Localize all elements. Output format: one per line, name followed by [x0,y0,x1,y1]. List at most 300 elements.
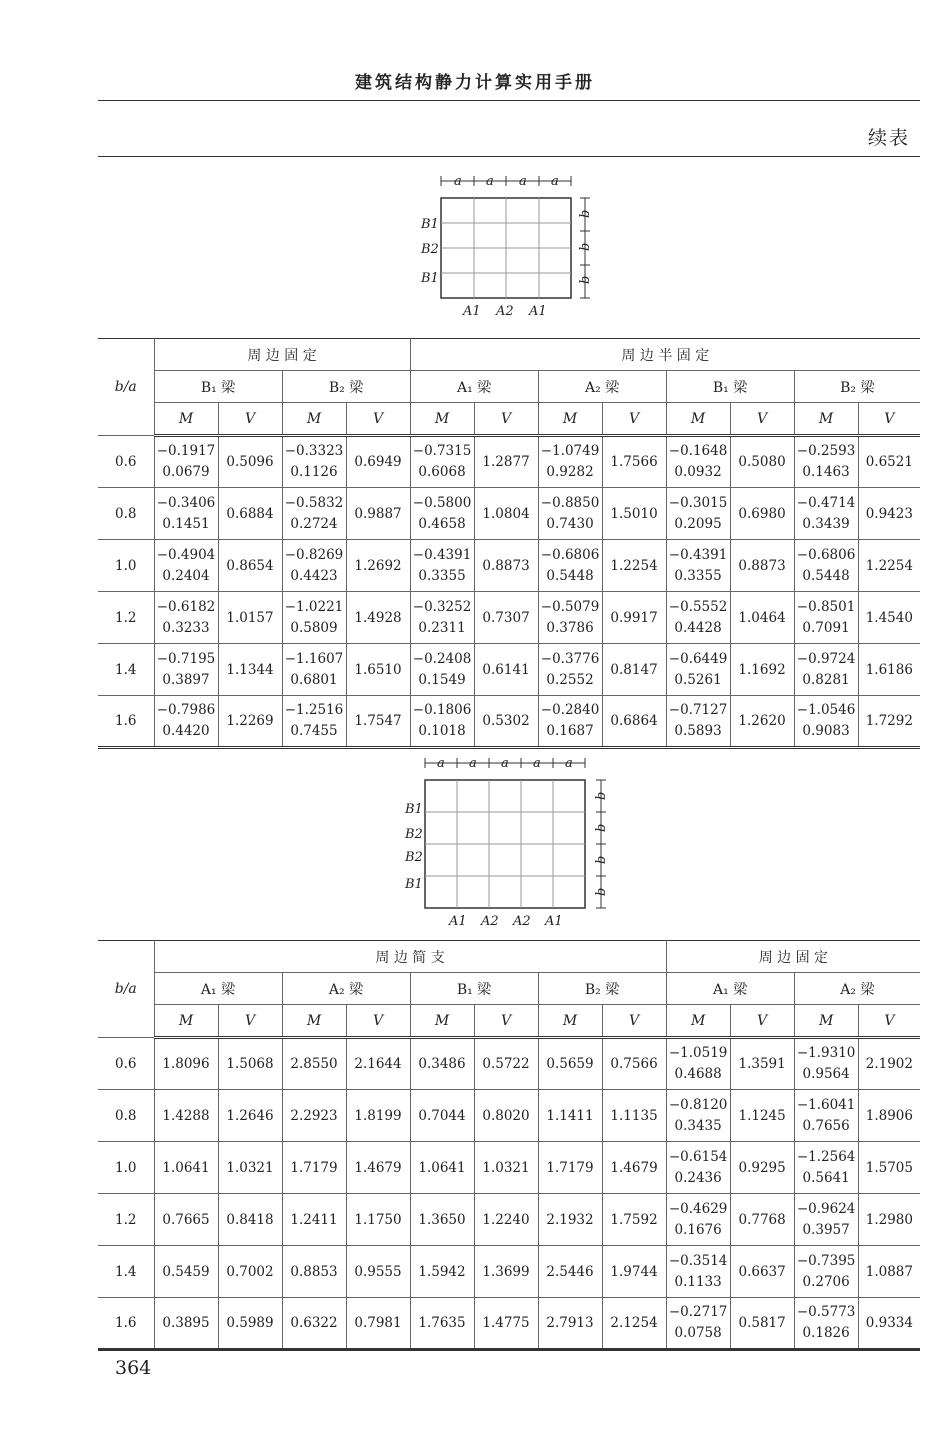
moment-pair-cell [410,644,474,696]
value-cell: 1.9744 [602,1246,666,1298]
ratio-cell: 1.6 [98,696,154,748]
moment-negative-value: −1.0749 [540,443,600,459]
value-cell: 1.5942 [410,1246,474,1298]
moment-negative-value: −1.6041 [796,1096,856,1113]
moment-pair-cell [666,436,730,488]
value-cell: 1.4775 [474,1298,538,1350]
moment-negative-value: −0.5552 [668,598,728,615]
value-cell: 1.4679 [346,1142,410,1194]
moment-negative-value: −0.1648 [668,443,728,459]
beam-label: B1 [405,877,423,892]
moment-pair-cell [282,644,346,696]
shear-header: V [474,1005,538,1038]
moment-negative-value: −0.8501 [796,598,856,615]
coefficient-table-2 [98,940,920,1351]
value-cell: 1.7566 [602,436,666,488]
dim-label-b: b [578,242,593,251]
moment-negative-value: −1.0519 [668,1045,728,1061]
dim-label-b: b [594,823,609,832]
moment-positive-value: 0.2552 [546,671,594,688]
table-row [98,592,920,644]
dim-label-a: a [501,756,509,771]
moment-pair-cell [666,696,730,748]
moment-header: M [538,403,602,436]
moment-negative-value: −0.7195 [156,650,216,667]
value-cell: 1.2877 [474,436,538,488]
dim-label-a: a [486,174,494,189]
shear-header: V [730,1005,794,1038]
moment-positive-value: 0.7455 [290,723,338,739]
moment-header: M [282,1005,346,1038]
value-cell: 0.5080 [730,436,794,488]
moment-pair-cell [538,540,602,592]
table-row [98,540,920,592]
moment-negative-value: −1.2564 [796,1148,856,1165]
ratio-cell: 0.8 [98,488,154,540]
moment-pair-cell [794,436,858,488]
moment-negative-value: −1.1607 [284,650,344,667]
moment-pair-cell [538,436,602,488]
dim-label-b: b [578,275,593,284]
page-number: 364 [115,1357,152,1379]
moment-negative-value: −0.7986 [156,702,216,718]
moment-pair-cell [794,1298,858,1350]
moment-pair-cell [154,540,218,592]
moment-positive-value: 0.1676 [674,1221,722,1238]
value-cell: 1.0641 [410,1142,474,1194]
value-cell: 0.5817 [730,1298,794,1350]
ratio-cell: 0.6 [98,1038,154,1090]
value-cell: 0.3895 [154,1298,218,1350]
table1-body [98,436,920,748]
value-cell: 0.8853 [282,1246,346,1298]
value-cell: 0.9887 [346,488,410,540]
value-cell: 1.6510 [346,644,410,696]
moment-positive-value: 0.0679 [162,464,210,480]
moment-positive-value: 0.6801 [290,671,338,688]
value-cell: 0.6864 [602,696,666,748]
section-rule [98,156,920,157]
moment-pair-cell [538,696,602,748]
shear-header: V [218,1005,282,1038]
shear-header: V [218,403,282,436]
value-cell: 0.6637 [730,1246,794,1298]
table-row [98,1298,920,1350]
moment-positive-value: 0.5261 [674,671,722,688]
value-cell: 1.7592 [602,1194,666,1246]
moment-pair-cell [794,488,858,540]
beam-label: A1 [545,914,563,929]
group-header: 周 边 简 支 [154,941,666,973]
moment-negative-value: −0.1917 [156,443,216,459]
moment-pair-cell [282,436,346,488]
value-cell: 0.9555 [346,1246,410,1298]
moment-negative-value: −0.8850 [540,494,600,511]
beam-header: B₁ 梁 [666,371,794,403]
moment-pair-cell [794,696,858,748]
value-cell: 1.7547 [346,696,410,748]
value-cell: 1.5068 [218,1038,282,1090]
moment-pair-cell [154,644,218,696]
moment-header: M [154,403,218,436]
moment-positive-value: 0.2095 [674,515,722,532]
value-cell: 1.1411 [538,1090,602,1142]
value-cell: 0.6980 [730,488,794,540]
moment-header: M [666,403,730,436]
row-label-header: b/a [98,941,154,1038]
value-cell: 2.1902 [858,1038,920,1090]
ratio-cell: 0.6 [98,436,154,488]
ratio-cell: 0.8 [98,1090,154,1142]
moment-pair-cell [666,1142,730,1194]
group-header: 周 边 固 定 [666,941,920,973]
dim-label-a: a [469,756,477,771]
value-cell: 0.7002 [218,1246,282,1298]
value-cell: 1.8199 [346,1090,410,1142]
moment-positive-value: 0.3435 [674,1117,722,1134]
value-cell: 1.1344 [218,644,282,696]
ratio-cell: 1.0 [98,540,154,592]
moment-pair-cell [666,1090,730,1142]
value-cell: 1.6186 [858,644,920,696]
group-header: 周 边 半 固 定 [410,339,920,371]
beam-label: A2 [481,914,499,929]
moment-negative-value: −0.3015 [668,494,728,511]
moment-positive-value: 0.1549 [418,671,466,688]
moment-positive-value: 0.5809 [290,619,338,636]
value-cell: 1.5705 [858,1142,920,1194]
value-cell: 1.3591 [730,1038,794,1090]
dim-label-a: a [565,756,573,771]
beam-header: B₁ 梁 [410,973,538,1005]
grid-diagram-2 [387,752,627,932]
moment-negative-value: −0.9624 [796,1200,856,1217]
value-cell: 0.8020 [474,1090,538,1142]
moment-negative-value: −0.3514 [668,1252,728,1269]
value-cell: 1.2240 [474,1194,538,1246]
moment-pair-cell [794,644,858,696]
beam-label: B1 [421,271,439,286]
moment-pair-cell [666,644,730,696]
moment-negative-value: −0.6182 [156,598,216,615]
value-cell: 1.7292 [858,696,920,748]
moment-positive-value: 0.4423 [290,567,338,584]
moment-negative-value: −0.7395 [796,1252,856,1269]
value-cell: 1.7179 [538,1142,602,1194]
value-cell: 2.7913 [538,1298,602,1350]
moment-pair-cell [154,488,218,540]
dim-label-b: b [578,209,593,218]
table-row [98,488,920,540]
moment-positive-value: 0.6068 [418,464,466,480]
value-cell: 1.2269 [218,696,282,748]
moment-header: M [538,1005,602,1038]
moment-pair-cell [282,540,346,592]
beam-header: A₁ 梁 [410,371,538,403]
moment-negative-value: −0.3323 [284,443,344,459]
moment-positive-value: 0.1826 [802,1325,850,1341]
moment-positive-value: 0.3233 [162,619,210,636]
moment-pair-cell [794,1090,858,1142]
value-cell: 0.8654 [218,540,282,592]
table-row [98,1038,920,1090]
value-cell: 2.5446 [538,1246,602,1298]
value-cell: 1.1750 [346,1194,410,1246]
moment-pair-cell [282,488,346,540]
moment-pair-cell [794,1246,858,1298]
moment-positive-value: 0.3957 [802,1221,850,1238]
value-cell: 0.6141 [474,644,538,696]
moment-negative-value: −0.9724 [796,650,856,667]
value-cell: 0.9917 [602,592,666,644]
moment-positive-value: 0.1018 [418,723,466,739]
moment-positive-value: 0.3786 [546,619,594,636]
moment-negative-value: −0.3776 [540,650,600,667]
table-row [98,1194,920,1246]
grid-diagram-1 [405,170,615,325]
value-cell: 0.9334 [858,1298,920,1350]
value-cell: 1.0464 [730,592,794,644]
moment-positive-value: 0.9282 [546,464,594,480]
beam-label: B1 [405,802,423,817]
moment-pair-cell [666,1194,730,1246]
moment-negative-value: −0.8269 [284,546,344,563]
moment-positive-value: 0.1126 [290,464,338,480]
value-cell: 0.8873 [730,540,794,592]
moment-negative-value: −0.6449 [668,650,728,667]
value-cell: 1.3650 [410,1194,474,1246]
ratio-cell: 1.2 [98,1194,154,1246]
moment-negative-value: −0.8120 [668,1096,728,1113]
value-cell: 0.8147 [602,644,666,696]
beam-header: B₂ 梁 [282,371,410,403]
moment-negative-value: −0.6806 [540,546,600,563]
value-cell: 1.3699 [474,1246,538,1298]
moment-positive-value: 0.8281 [802,671,850,688]
value-cell: 1.0321 [218,1142,282,1194]
dim-label-a: a [551,174,559,189]
moment-positive-value: 0.0758 [674,1325,722,1341]
moment-pair-cell [410,436,474,488]
beam-label: B2 [405,827,423,842]
value-cell: 0.7665 [154,1194,218,1246]
value-cell: 0.6884 [218,488,282,540]
moment-negative-value: −0.4714 [796,494,856,511]
moment-positive-value: 0.4420 [162,723,210,739]
value-cell: 1.8096 [154,1038,218,1090]
moment-negative-value: −0.7315 [412,443,472,459]
value-cell: 2.1932 [538,1194,602,1246]
moment-negative-value: −0.7127 [668,702,728,718]
moment-negative-value: −0.6806 [796,546,856,563]
shear-header: V [602,1005,666,1038]
value-cell: 0.3486 [410,1038,474,1090]
value-cell: 0.8418 [218,1194,282,1246]
moment-pair-cell [794,1038,858,1090]
value-cell: 1.4679 [602,1142,666,1194]
table-row [98,1246,920,1298]
value-cell: 0.5659 [538,1038,602,1090]
moment-positive-value: 0.3355 [674,567,722,584]
value-cell: 1.0887 [858,1246,920,1298]
moment-pair-cell [538,592,602,644]
moment-negative-value: −0.2717 [668,1304,728,1320]
value-cell: 1.1692 [730,644,794,696]
value-cell: 1.7635 [410,1298,474,1350]
value-cell: 1.4288 [154,1090,218,1142]
moment-header: M [666,1005,730,1038]
continued-label: 续表 [867,127,910,149]
moment-pair-cell [410,696,474,748]
moment-negative-value: −0.2840 [540,702,600,718]
value-cell: 0.7044 [410,1090,474,1142]
value-cell: 1.4928 [346,592,410,644]
moment-positive-value: 0.7430 [546,515,594,532]
dim-label-a: a [454,174,462,189]
beam-header: A₂ 梁 [794,973,920,1005]
dim-label-a: a [519,174,527,189]
moment-pair-cell [538,488,602,540]
value-cell: 1.2646 [218,1090,282,1142]
moment-header: M [410,403,474,436]
book-title: 建筑结构静力计算实用手册 [355,73,595,93]
value-cell: 0.7307 [474,592,538,644]
moment-negative-value: −0.3406 [156,494,216,511]
value-cell: 0.6949 [346,436,410,488]
moment-positive-value: 0.2724 [290,515,338,532]
value-cell: 0.5459 [154,1246,218,1298]
table-row [98,644,920,696]
beam-header: A₂ 梁 [538,371,666,403]
value-cell: 1.1135 [602,1090,666,1142]
value-cell: 0.5722 [474,1038,538,1090]
moment-positive-value: 0.2706 [802,1273,850,1290]
beam-header: B₂ 梁 [794,371,920,403]
beam-header: A₁ 梁 [154,973,282,1005]
moment-negative-value: −1.9310 [796,1045,856,1061]
value-cell: 1.2692 [346,540,410,592]
shear-header: V [602,403,666,436]
moment-pair-cell [666,540,730,592]
moment-positive-value: 0.2404 [162,567,210,584]
value-cell: 0.6521 [858,436,920,488]
moment-positive-value: 0.7091 [802,619,850,636]
ratio-cell: 1.4 [98,1246,154,1298]
moment-negative-value: −1.2516 [284,702,344,718]
moment-header: M [282,403,346,436]
moment-pair-cell [538,644,602,696]
moment-pair-cell [410,488,474,540]
beam-label: A2 [496,304,514,319]
moment-positive-value: 0.3355 [418,567,466,584]
value-cell: 2.2923 [282,1090,346,1142]
beam-label: A2 [513,914,531,929]
coefficient-table-1 [98,338,920,749]
moment-positive-value: 0.9564 [802,1066,850,1082]
moment-negative-value: −1.0221 [284,598,344,615]
moment-positive-value: 0.4428 [674,619,722,636]
value-cell: 0.5096 [218,436,282,488]
moment-positive-value: 0.1687 [546,723,594,739]
ratio-cell: 1.6 [98,1298,154,1350]
table-row [98,436,920,488]
moment-negative-value: −0.5832 [284,494,344,511]
moment-negative-value: −0.4629 [668,1200,728,1217]
beam-header: B₁ 梁 [154,371,282,403]
moment-pair-cell [282,592,346,644]
group-header: 周 边 固 定 [154,339,410,371]
moment-positive-value: 0.5448 [546,567,594,584]
moment-negative-value: −0.5773 [796,1304,856,1320]
value-cell: 0.9423 [858,488,920,540]
shear-header: V [730,403,794,436]
ratio-cell: 1.0 [98,1142,154,1194]
table-row [98,1142,920,1194]
shear-header: V [346,1005,410,1038]
moment-header: M [794,1005,858,1038]
moment-negative-value: −0.1806 [412,702,472,718]
value-cell: 0.8873 [474,540,538,592]
table2-body [98,1038,920,1350]
moment-negative-value: −0.5079 [540,598,600,615]
moment-positive-value: 0.0932 [674,464,722,480]
value-cell: 2.8550 [282,1038,346,1090]
moment-pair-cell [794,592,858,644]
moment-positive-value: 0.9083 [802,723,850,739]
beam-header: A₁ 梁 [666,973,794,1005]
moment-negative-value: −0.3252 [412,598,472,615]
dim-label-a: a [533,756,541,771]
moment-positive-value: 0.5641 [802,1169,850,1186]
beam-label: A1 [529,304,547,319]
moment-positive-value: 0.3897 [162,671,210,688]
value-cell: 1.1245 [730,1090,794,1142]
value-cell: 2.1254 [602,1298,666,1350]
value-cell: 2.1644 [346,1038,410,1090]
moment-positive-value: 0.4688 [674,1066,722,1082]
value-cell: 1.2411 [282,1194,346,1246]
value-cell: 0.7566 [602,1038,666,1090]
moment-pair-cell [154,436,218,488]
ratio-cell: 1.2 [98,592,154,644]
moment-header: M [154,1005,218,1038]
moment-pair-cell [666,1298,730,1350]
moment-pair-cell [794,540,858,592]
dim-label-b: b [594,887,609,896]
moment-negative-value: −0.4904 [156,546,216,563]
moment-pair-cell [666,592,730,644]
value-cell: 1.8906 [858,1090,920,1142]
moment-negative-value: −0.2408 [412,650,472,667]
value-cell: 0.6322 [282,1298,346,1350]
value-cell: 1.0804 [474,488,538,540]
value-cell: 1.0321 [474,1142,538,1194]
value-cell: 1.2620 [730,696,794,748]
moment-pair-cell [666,1038,730,1090]
value-cell: 1.0641 [154,1142,218,1194]
moment-pair-cell [666,1246,730,1298]
value-cell: 1.7179 [282,1142,346,1194]
moment-positive-value: 0.2436 [674,1169,722,1186]
beam-header: B₂ 梁 [538,973,666,1005]
shear-header: V [858,403,920,436]
moment-negative-value: −0.4391 [668,546,728,563]
moment-positive-value: 0.1463 [802,464,850,480]
beam-label: A1 [449,914,467,929]
beam-label: B2 [421,242,439,257]
beam-label: A1 [463,304,481,319]
dim-label-b: b [594,855,609,864]
